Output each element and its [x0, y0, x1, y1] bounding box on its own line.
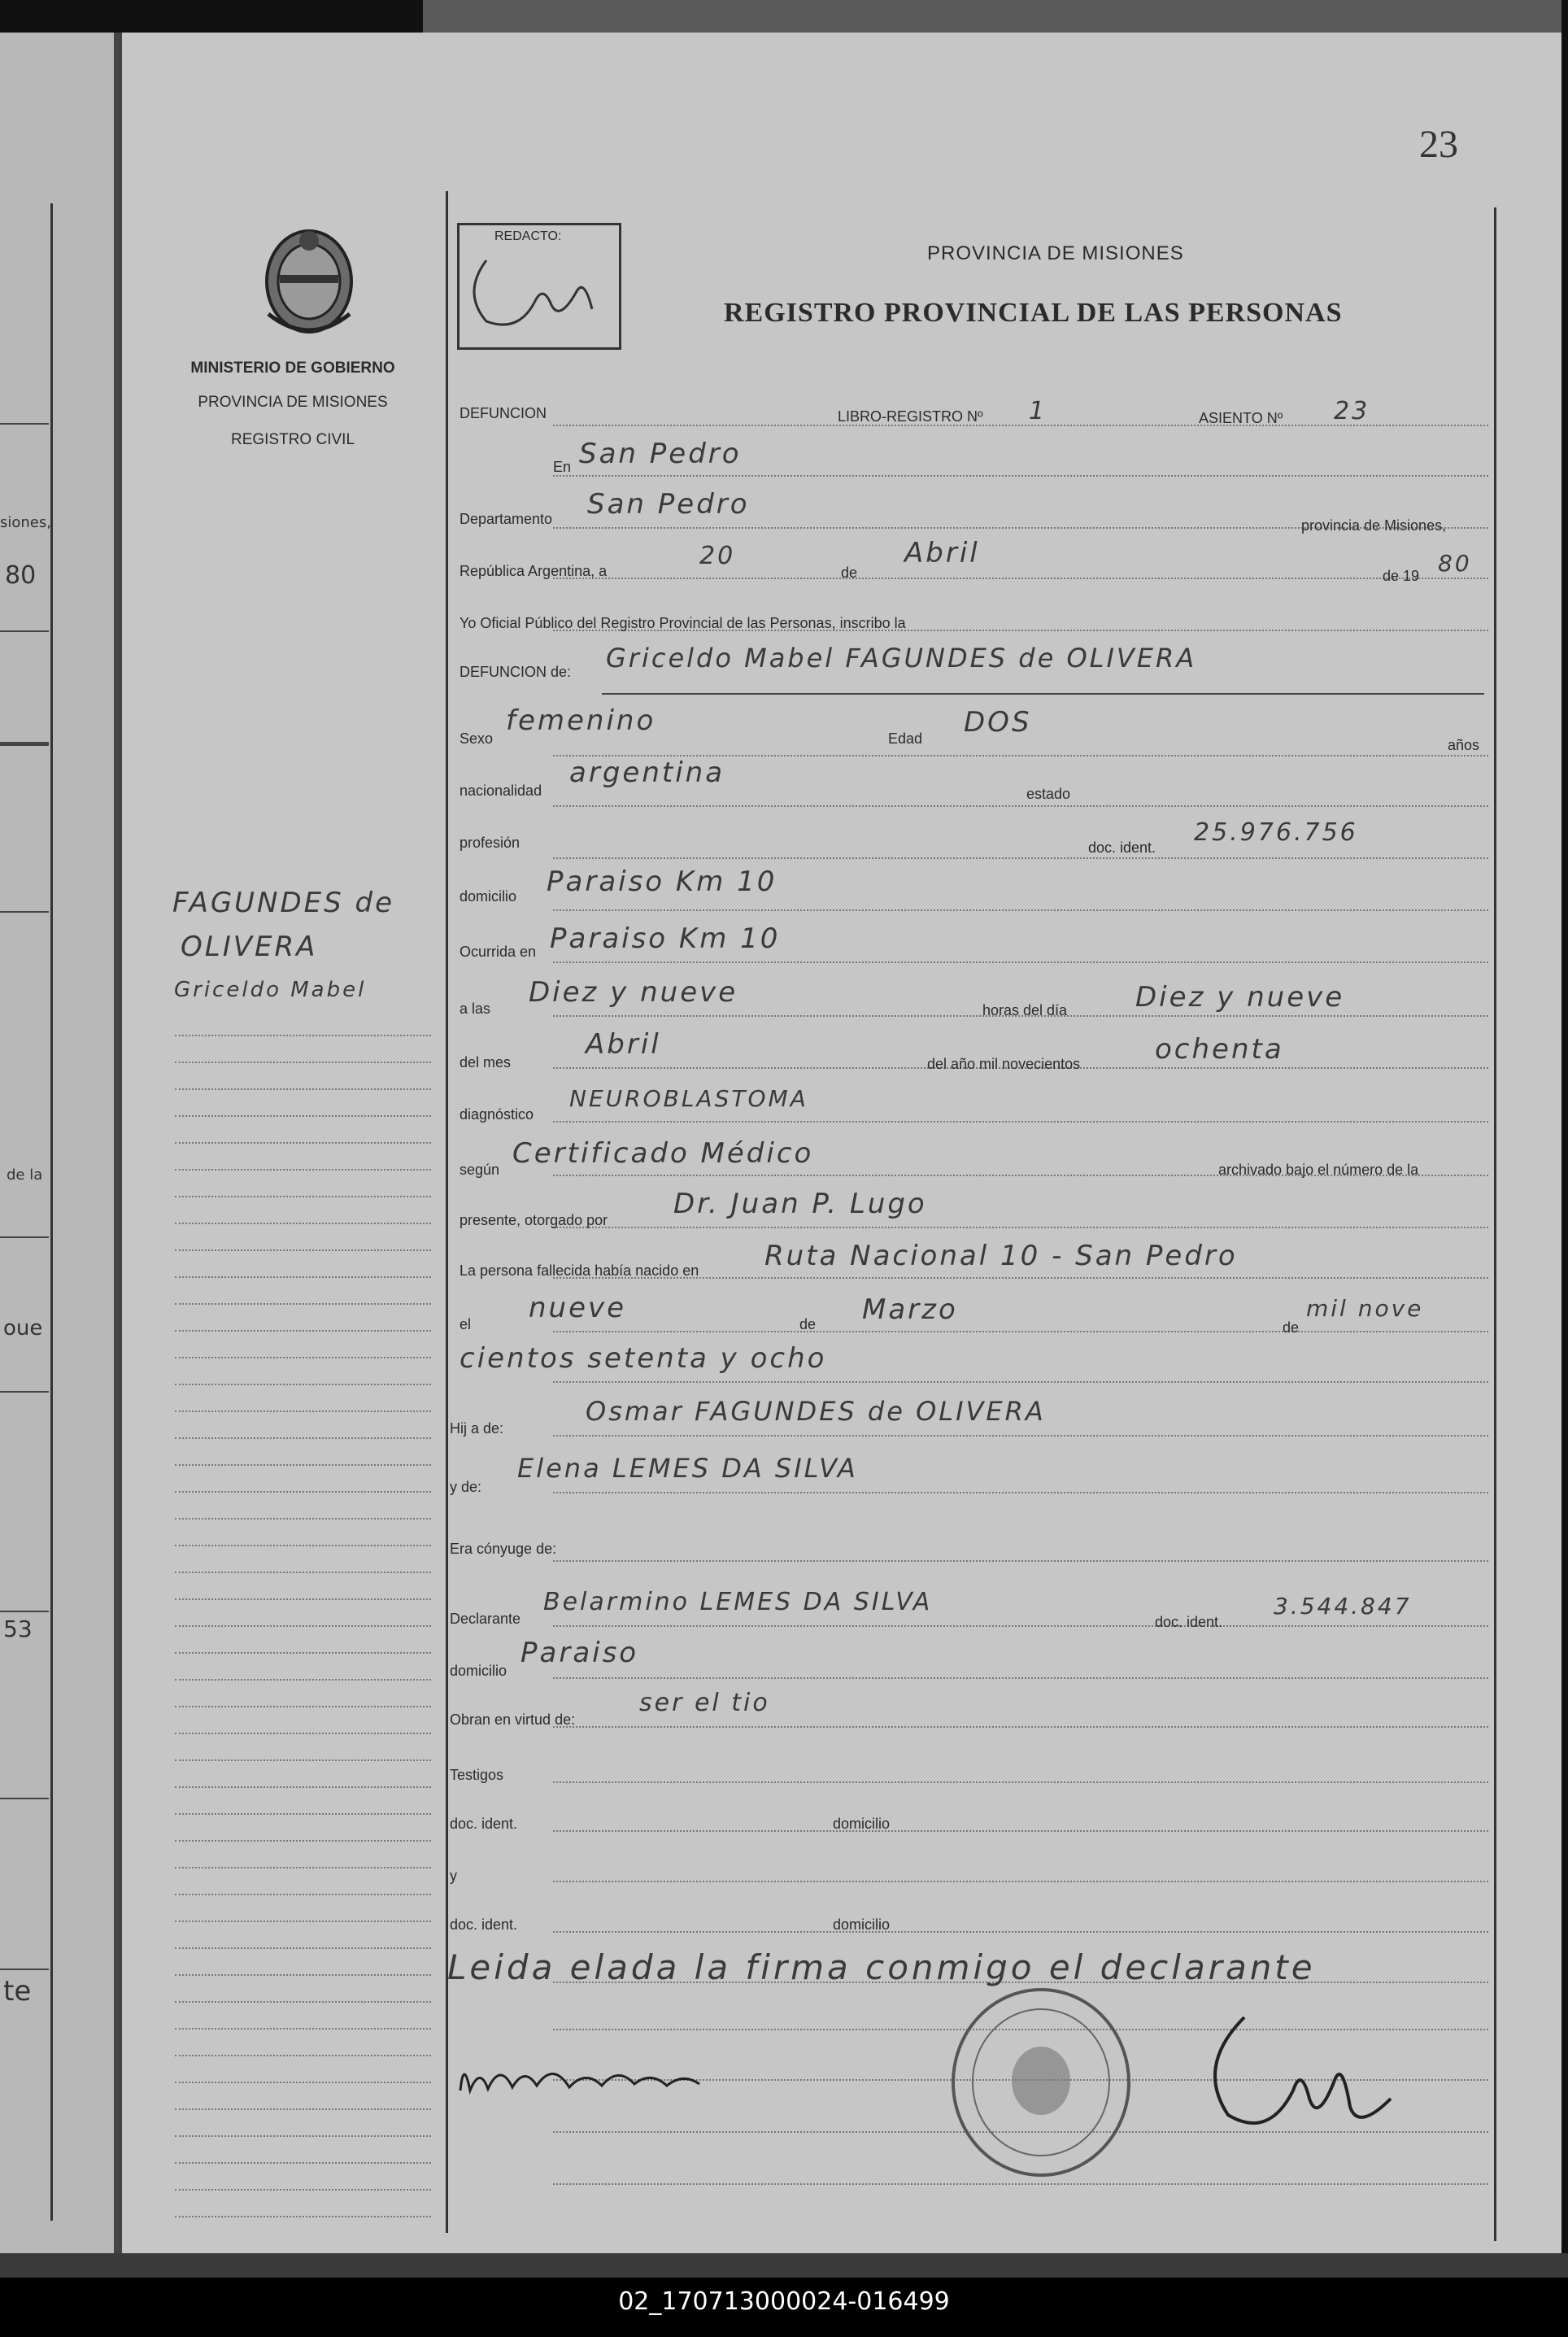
domicilio-label: domicilio: [460, 888, 517, 905]
obran-label: Obran en virtud de:: [450, 1711, 576, 1728]
margin-dotted-line: [175, 1276, 431, 1278]
decl-doc-value: 3.544.847: [1274, 1593, 1412, 1620]
left-page-line: [0, 1236, 49, 1238]
left-page: [0, 33, 114, 2253]
form-dotted-line: [553, 1227, 1488, 1228]
form-dotted-line: [553, 1781, 1488, 1783]
margin-dotted-line: [175, 1437, 431, 1439]
margin-note-line: FAGUNDES de: [172, 887, 395, 919]
left-page-line: [0, 1611, 49, 1612]
margin-dotted-line: [175, 1196, 431, 1197]
defuncion-de-value: Griceldo Mabel FAGUNDES de OLIVERA: [606, 643, 1197, 674]
margin-dotted-line: [175, 1062, 431, 1063]
nacido-value: Ruta Nacional 10 - San Pedro: [764, 1240, 1238, 1272]
margin-dotted-line: [175, 1330, 431, 1332]
departamento-value: San Pedro: [587, 488, 750, 521]
de3-value: mil nove: [1306, 1295, 1424, 1322]
left-page-line: [0, 1391, 49, 1393]
horas-label: horas del día: [982, 1002, 1068, 1018]
official-stamp-icon: [947, 1985, 1135, 2180]
margin-dotted-line: [175, 1598, 431, 1600]
horas-value: Diez y nueve: [1135, 981, 1345, 1014]
margin-dotted-line: [175, 2001, 431, 2003]
republica-label: República Argentina, a: [460, 563, 608, 579]
left-page-text: 80: [5, 561, 37, 590]
presente-value: Dr. Juan P. Lugo: [673, 1188, 927, 1220]
signature-icon: [462, 244, 608, 342]
margin-dotted-line: [175, 1947, 431, 1949]
anos-label: años: [1448, 737, 1480, 753]
del-anio-value: ochenta: [1155, 1033, 1284, 1066]
y-label: y: [450, 1868, 457, 1884]
margin-column-rule: [446, 191, 448, 2233]
sexo-value: femenino: [506, 704, 656, 737]
margin-dotted-line: [175, 1410, 431, 1412]
leida-statement: Leida elada la firma conmigo el declarante: [447, 1947, 1316, 1987]
margin-dotted-line: [175, 1142, 431, 1144]
margin-dotted-line: [175, 1384, 431, 1385]
margin-dotted-line: [175, 1813, 431, 1815]
left-page-line: [0, 1798, 49, 1799]
margin-dotted-line: [175, 1223, 431, 1224]
left-page-line: [0, 630, 49, 632]
coat-of-arms-icon: [260, 225, 358, 347]
en-value: San Pedro: [579, 438, 742, 470]
ministry-name: MINISTERIO DE GOBIERNO: [190, 360, 395, 377]
libro-label: LIBRO-REGISTRO Nº: [838, 408, 983, 425]
margin-dotted-line: [175, 1035, 431, 1036]
margin-dotted-line: [175, 1625, 431, 1627]
edad-value: DOS: [964, 706, 1032, 739]
form-dotted-line: [553, 1492, 1488, 1493]
left-page-rule: [50, 203, 53, 2221]
left-page-line: [0, 911, 49, 913]
margin-dotted-line: [175, 1572, 431, 1573]
page-number: 23: [1419, 123, 1458, 166]
oficial-text: Yo Oficial Público del Registro Provincial de las Personas, inscribo la: [460, 615, 906, 631]
margin-dotted-line: [175, 2189, 431, 2191]
margin-dotted-line: [175, 2216, 431, 2217]
margin-dotted-line: [175, 1303, 431, 1305]
margin-dotted-line: [175, 1518, 431, 1519]
form-dotted-line: [553, 1560, 1488, 1562]
segun-label: según: [460, 1162, 500, 1178]
left-page-line: [0, 1969, 49, 1970]
madre-value: Elena LEMES DA SILVA: [517, 1453, 858, 1484]
form-dotted-line: [553, 2183, 1488, 2185]
asiento-label: ASIENTO Nº: [1199, 410, 1283, 426]
de19-label: de 19: [1383, 568, 1420, 584]
left-page-line: [0, 742, 49, 746]
left-page-text: te: [3, 1975, 32, 2008]
doc-type-label: DEFUNCION: [460, 405, 547, 421]
form-dotted-line: [553, 1726, 1488, 1728]
signature-icon: [1196, 2009, 1423, 2147]
margin-dotted-line: [175, 1115, 431, 1117]
padre-value: Osmar FAGUNDES de OLIVERA: [586, 1396, 1046, 1427]
decl-doc-label: doc. ident.: [1155, 1614, 1223, 1630]
domicilio-value: Paraiso Km 10: [547, 865, 777, 898]
margin-dotted-line: [175, 2162, 431, 2164]
dia-value: 20: [699, 542, 736, 570]
margin-dotted-line: [175, 2108, 431, 2110]
image-caption: 02_170713000024-016499: [618, 2287, 950, 2316]
segun-value: Certificado Médico: [512, 1137, 814, 1170]
el-value: nueve: [529, 1292, 627, 1324]
margin-dotted-line: [175, 1249, 431, 1251]
testigo2-domicilio-label: domicilio: [833, 1916, 891, 1933]
margin-dotted-line: [175, 2082, 431, 2083]
margin-dotted-line: [175, 1088, 431, 1090]
margin-dotted-line: [175, 1894, 431, 1895]
margin-dotted-line: [175, 1357, 431, 1358]
nacido-label: La persona fallecida había nacido en: [460, 1262, 699, 1279]
book-edge-bottom: [0, 2253, 1568, 2278]
ministry-province: PROVINCIA DE MISIONES: [198, 394, 388, 411]
testigos-label: Testigos: [450, 1767, 504, 1783]
form-dotted-line: [553, 1381, 1488, 1383]
doc-ident-label: doc. ident.: [1088, 839, 1156, 856]
margin-dotted-line: [175, 1706, 431, 1707]
redacto-label: REDACTO:: [494, 229, 562, 243]
del-anio-label: del año mil novecientos: [927, 1056, 1081, 1072]
decl-domicilio-label: domicilio: [450, 1663, 507, 1679]
de3-label: de: [1283, 1319, 1300, 1336]
mes-value: Abril: [904, 537, 980, 569]
form-dotted-line: [553, 578, 1488, 579]
form-dotted-line: [553, 475, 1488, 477]
form-dotted-line: [553, 1677, 1488, 1679]
form-dotted-line: [553, 1435, 1488, 1437]
testigo1-domicilio-label: domicilio: [833, 1816, 891, 1832]
margin-dotted-line: [175, 1733, 431, 1734]
form-dotted-line: [553, 1931, 1488, 1933]
nacionalidad-label: nacionalidad: [460, 783, 542, 799]
left-page-text: oue: [3, 1316, 43, 1341]
diagnostico-label: diagnóstico: [460, 1106, 534, 1123]
name-underline: [602, 693, 1484, 695]
form-dotted-line: [553, 1331, 1488, 1332]
de2-value: Marzo: [862, 1293, 958, 1326]
del-mes-label: del mes: [460, 1054, 512, 1070]
form-dotted-line: [553, 1121, 1488, 1123]
left-page-text: siones,: [0, 514, 51, 531]
a-las-value: Diez y nueve: [529, 976, 738, 1009]
form-dotted-line: [553, 1881, 1488, 1882]
testigo2-doc-label: doc. ident.: [450, 1916, 518, 1933]
header-registry: REGISTRO PROVINCIAL DE LAS PERSONAS: [724, 298, 1343, 328]
decl-domicilio-value: Paraiso: [520, 1637, 639, 1669]
margin-dotted-line: [175, 1169, 431, 1171]
declarante-value: Belarmino LEMES DA SILVA: [543, 1588, 933, 1616]
margin-dotted-line: [175, 1679, 431, 1681]
margin-note-line: OLIVERA: [181, 931, 318, 963]
left-page-text: 53: [3, 1615, 33, 1642]
book-edge-top: [423, 0, 1561, 33]
form-dotted-line: [553, 909, 1488, 911]
form-dotted-line: [553, 857, 1488, 859]
form-dotted-line: [553, 961, 1488, 963]
archivado-label: archivado bajo el número de la: [1218, 1162, 1419, 1178]
margin-dotted-line: [175, 1921, 431, 1922]
year-continuation: cientos setenta y ocho: [460, 1342, 827, 1375]
sexo-label: Sexo: [460, 730, 494, 747]
edad-label: Edad: [888, 730, 923, 747]
profesion-label: profesión: [460, 835, 520, 851]
nacionalidad-value: argentina: [569, 756, 725, 789]
conyuge-label: Era cónyuge de:: [450, 1541, 557, 1557]
asiento-value: 23: [1334, 397, 1370, 425]
departamento-label: Departamento: [460, 511, 553, 527]
margin-dotted-line: [175, 1464, 431, 1466]
margin-dotted-line: [175, 2135, 431, 2137]
declarante-label: Declarante: [450, 1611, 521, 1627]
form-dotted-line: [553, 805, 1488, 807]
margin-dotted-line: [175, 2028, 431, 2030]
ocurrida-value: Paraiso Km 10: [550, 922, 781, 955]
ocurrida-label: Ocurrida en: [460, 944, 537, 960]
de-label: de: [841, 565, 858, 581]
provincia-suffix: provincia de Misiones,: [1301, 517, 1447, 534]
margin-note-line: Griceldo Mabel: [174, 978, 367, 1002]
libro-value: 1: [1029, 397, 1048, 425]
form-dotted-line: [553, 1830, 1488, 1832]
diagnostico-value: NEUROBLASTOMA: [569, 1085, 808, 1112]
anio-value: 80: [1438, 550, 1472, 577]
margin-dotted-line: [175, 2055, 431, 2056]
presente-label: presente, otorgado por: [460, 1212, 608, 1228]
doc-ident-value: 25.976.756: [1194, 818, 1358, 847]
right-border-rule: [1494, 207, 1496, 2241]
form-dotted-line: [553, 1625, 1488, 1627]
header-province: PROVINCIA DE MISIONES: [927, 242, 1184, 264]
en-label: En: [553, 459, 572, 475]
margin-dotted-line: [175, 1545, 431, 1546]
estado-label: estado: [1026, 786, 1071, 802]
hijo-label: Hij a de:: [450, 1420, 504, 1437]
margin-dotted-line: [175, 1491, 431, 1493]
obran-value: ser el tio: [639, 1689, 770, 1717]
de2-label: de: [799, 1316, 817, 1332]
ministry-civil-registry: REGISTRO CIVIL: [230, 431, 355, 448]
margin-dotted-line: [175, 1786, 431, 1788]
left-page-text: de la: [7, 1166, 43, 1184]
el-label: el: [460, 1316, 472, 1332]
signature-icon: [455, 2050, 748, 2107]
margin-dotted-line: [175, 1867, 431, 1868]
margin-dotted-line: [175, 1652, 431, 1654]
defuncion-de-label: DEFUNCION de:: [460, 664, 572, 680]
testigo1-doc-label: doc. ident.: [450, 1816, 518, 1832]
a-las-label: a las: [460, 1001, 491, 1017]
y-de-label: y de:: [450, 1479, 482, 1495]
del-mes-value: Abril: [586, 1028, 661, 1061]
margin-dotted-line: [175, 1759, 431, 1761]
left-page-line: [0, 423, 49, 425]
margin-dotted-line: [175, 1974, 431, 1976]
margin-dotted-line: [175, 1840, 431, 1842]
